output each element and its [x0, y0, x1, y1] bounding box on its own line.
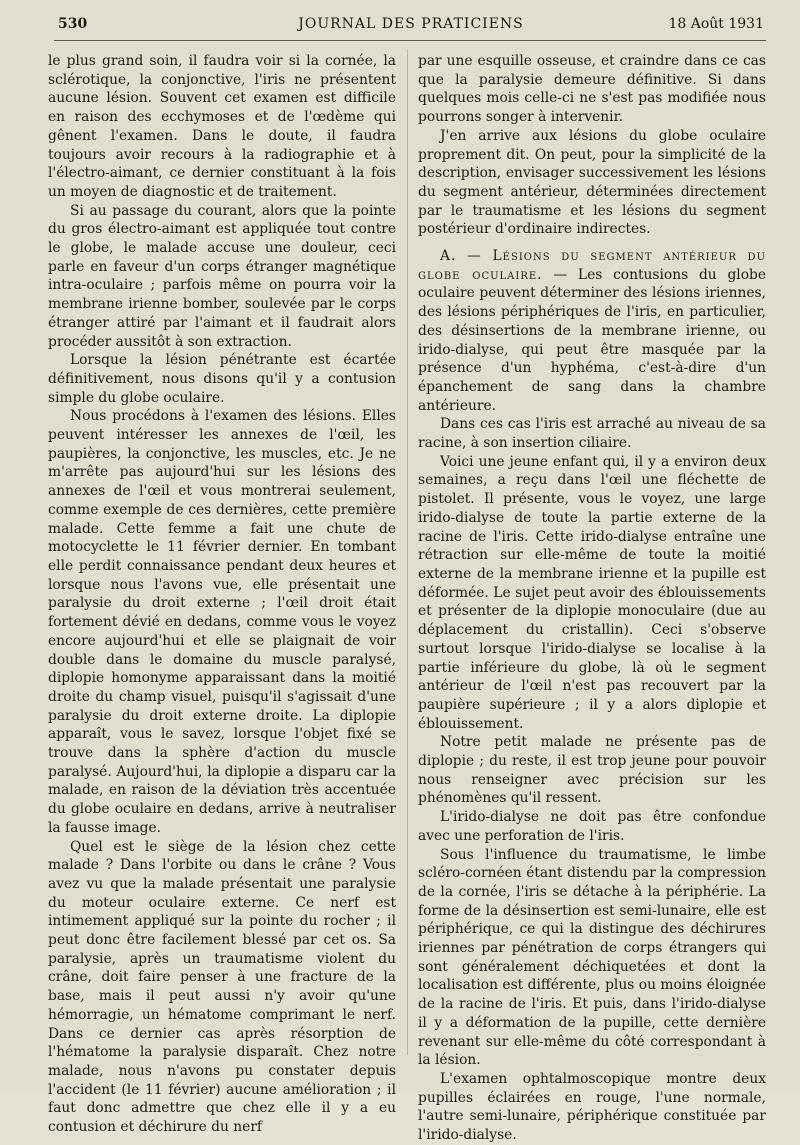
section-paragraph	[418, 247, 766, 415]
paragraph: Quel est le siège de la lésion chez cette malade ? Dans l'orbite ou dans le crâne ? Vous avez vu que la malade présentait une paralysie du moteur oculaire externe. Ce nerf est intimement appliqué sur la pointe du rocher ; il peut donc être facilement blessé par cet os. Sa paralysie, après un traumatisme violent du crâne, doit faire penser à une fracture de la base, mais il peut aussi n'y avoir qu'une hémorragie, un hématome comprimant le nerf. Dans ce dernier cas après résorption de l'hématome la paralysie disparaît. Chez notre malade, nous n'avons pu constater depuis l'accident (le 11 février) aucune amélioration ; il faut donc admettre que chez elle il y a eu contusion et déchirure du nerf	[48, 838, 396, 1136]
journal-title: JOURNAL DES PRATICIENS	[298, 16, 524, 32]
page-header	[58, 16, 764, 38]
left-column	[48, 52, 396, 1137]
header-rule	[54, 40, 766, 41]
section-heading: A. — Lésions du segment antérieur du globe oculaire.	[418, 248, 766, 283]
page-number: 530	[58, 16, 88, 32]
paragraph: Dans ces cas l'iris est arraché au niveau de sa racine, à son insertion ciliaire.	[418, 416, 766, 452]
paragraph: Si au passage du courant, alors que la pointe du gros électro-aimant est appliquée tout contre le globe, le malade accuse une douleur, ceci parle en faveur d'un corps étranger magnétique intra-oculaire ; parfois même on pourra voir la membrane irienne bomber, soulevée par le corps étranger attiré par l'aimant et il faudrait alors procéder aussitôt à son extraction.	[48, 202, 396, 350]
paragraph: Nous procédons à l'examen des lésions. Elles peuvent intéresser les annexes de l'œil, les paupières, la conjonctive, les muscles, etc. Je ne m'arrête pas aujourd'hui sur les lésions des annexes de l'œil et vous montrerai seulement, comme exemple de ces dernières, cette première malade. Cette femme a fait une chute de motocyclette le 11 février dernier. En tombant elle perdit connaissance pendant deux heures et lorsque nous l'avons vue, elle présentait une paralysie du droit externe ; l'œil droit était fortement dévié en dedans, comme vous le voyez encore aujourd'hui et elle se plaignait de voir double dans le domaine du muscle paralysé, diplopie homonyme apparaissant dans la moitié droite du champ visuel, puisqu'il s'agissait d'une paralysie du droit externe droite. La diplopie apparaît, vous le savez, lorsque l'objet fixé se trouve dans la sphère d'action du muscle paralysé. Aujourd'hui, la diplopie a disparu car la malade, en raison de la déviation très accentuée du globe oculaire en dedans, arrive à neutraliser la fausse image.	[48, 408, 396, 836]
paragraph: L'examen ophtalmoscopique montre deux pupilles éclairées en rouge, l'une normale, l'autre semi-lunaire, périphérique constituée par l'irido-dialyse.	[418, 1070, 766, 1144]
paragraph: le plus grand soin, il faudra voir si la cornée, la sclérotique, la conjonctive, l'iris ne présentent aucune lésion. Souvent cet examen est difficile en raison des ecchymoses et de l'œdème qui gênent l'examen. Dans le doute, il faudra toujours avoir recours à la radiographie et à l'électro-aimant, ce dernier constituant à la fois un moyen de diagnostic et de traitement.	[48, 53, 396, 200]
paragraph: J'en arrive aux lésions du globe oculaire proprement dit. On peut, pour la simplicité de la description, envisager successivement les lésions du segment antérieur, déterminées directement par le traumatisme et les lésions du segment postérieur d'ordinaire indirectes.	[418, 127, 766, 238]
paragraph: Voici une jeune enfant qui, il y a environ deux semaines, a reçu dans l'œil une fléchette de pistolet. Il présente, vous le voyez, une large irido-dialyse de toute la partie externe de la racine de l'iris. Cette irido-dialyse entraîne une rétraction sur elle-même de toute la moitié externe de la membrane irienne et la pupille est déformée. Le sujet peut avoir des éblouissements et présenter de la diplopie monoculaire (due au déplacement du cristallin). Ceci s'observe surtout lorsque l'irido-dialyse se localise à la partie inférieure du globe, là où le segment antérieur de l'œil n'est pas recouvert par la paupière supérieure ; il y a alors diplopie et éblouissement.	[418, 453, 766, 732]
paragraph: L'irido-dialyse ne doit pas être confondue avec une perforation de l'iris.	[418, 809, 766, 844]
issue-date: 18 Août 1931	[668, 16, 764, 32]
paragraph: Sous l'influence du traumatisme, le limbe scléro-cornéen étant distendu par la compression de la cornée, l'iris se détache à la périphérie. La forme de la désinsertion est semi-lunaire, elle est périphérique, ce qui la distingue des déchirures iriennes par pénétration de corps étrangers qui sont généralement déchiquetées et dont la localisation est différente, plus ou moins éloignée de la racine de l'iris. Et puis, dans l'irido-dialyse il y a déformation de la pupille, cette dernière revenant sur elle-même du côté correspondant à la lésion.	[418, 846, 766, 1069]
paragraph: Notre petit malade ne présente pas de diplopie ; du reste, il est trop jeune pour pouvoir nous renseigner avec précision sur les phénomènes qu'il ressent.	[418, 734, 766, 807]
column-divider	[407, 50, 408, 1055]
section-text: — Les contusions du globe oculaire peuvent déterminer des lésions iriennes, des lésions périphériques de l'iris, en particulier, des désinsertions de la membrane irienne, ou irido-dialyse, qui peut être masquée par la présence d'un hyphéma, c'est-à-dire d'un épanchement de sang dans la chambre antérieure.	[418, 266, 767, 414]
right-column	[418, 52, 766, 1145]
paragraph: Lorsque la lésion pénétrante est écartée définitivement, nous disons qu'il y a contusion simple du globe oculaire.	[48, 352, 396, 406]
paragraph: par une esquille osseuse, et craindre dans ce cas que la paralysie demeure définitive. Si dans quelques mois celle-ci ne s'est pas modifiée nous pourrons songer à intervenir.	[418, 53, 766, 126]
